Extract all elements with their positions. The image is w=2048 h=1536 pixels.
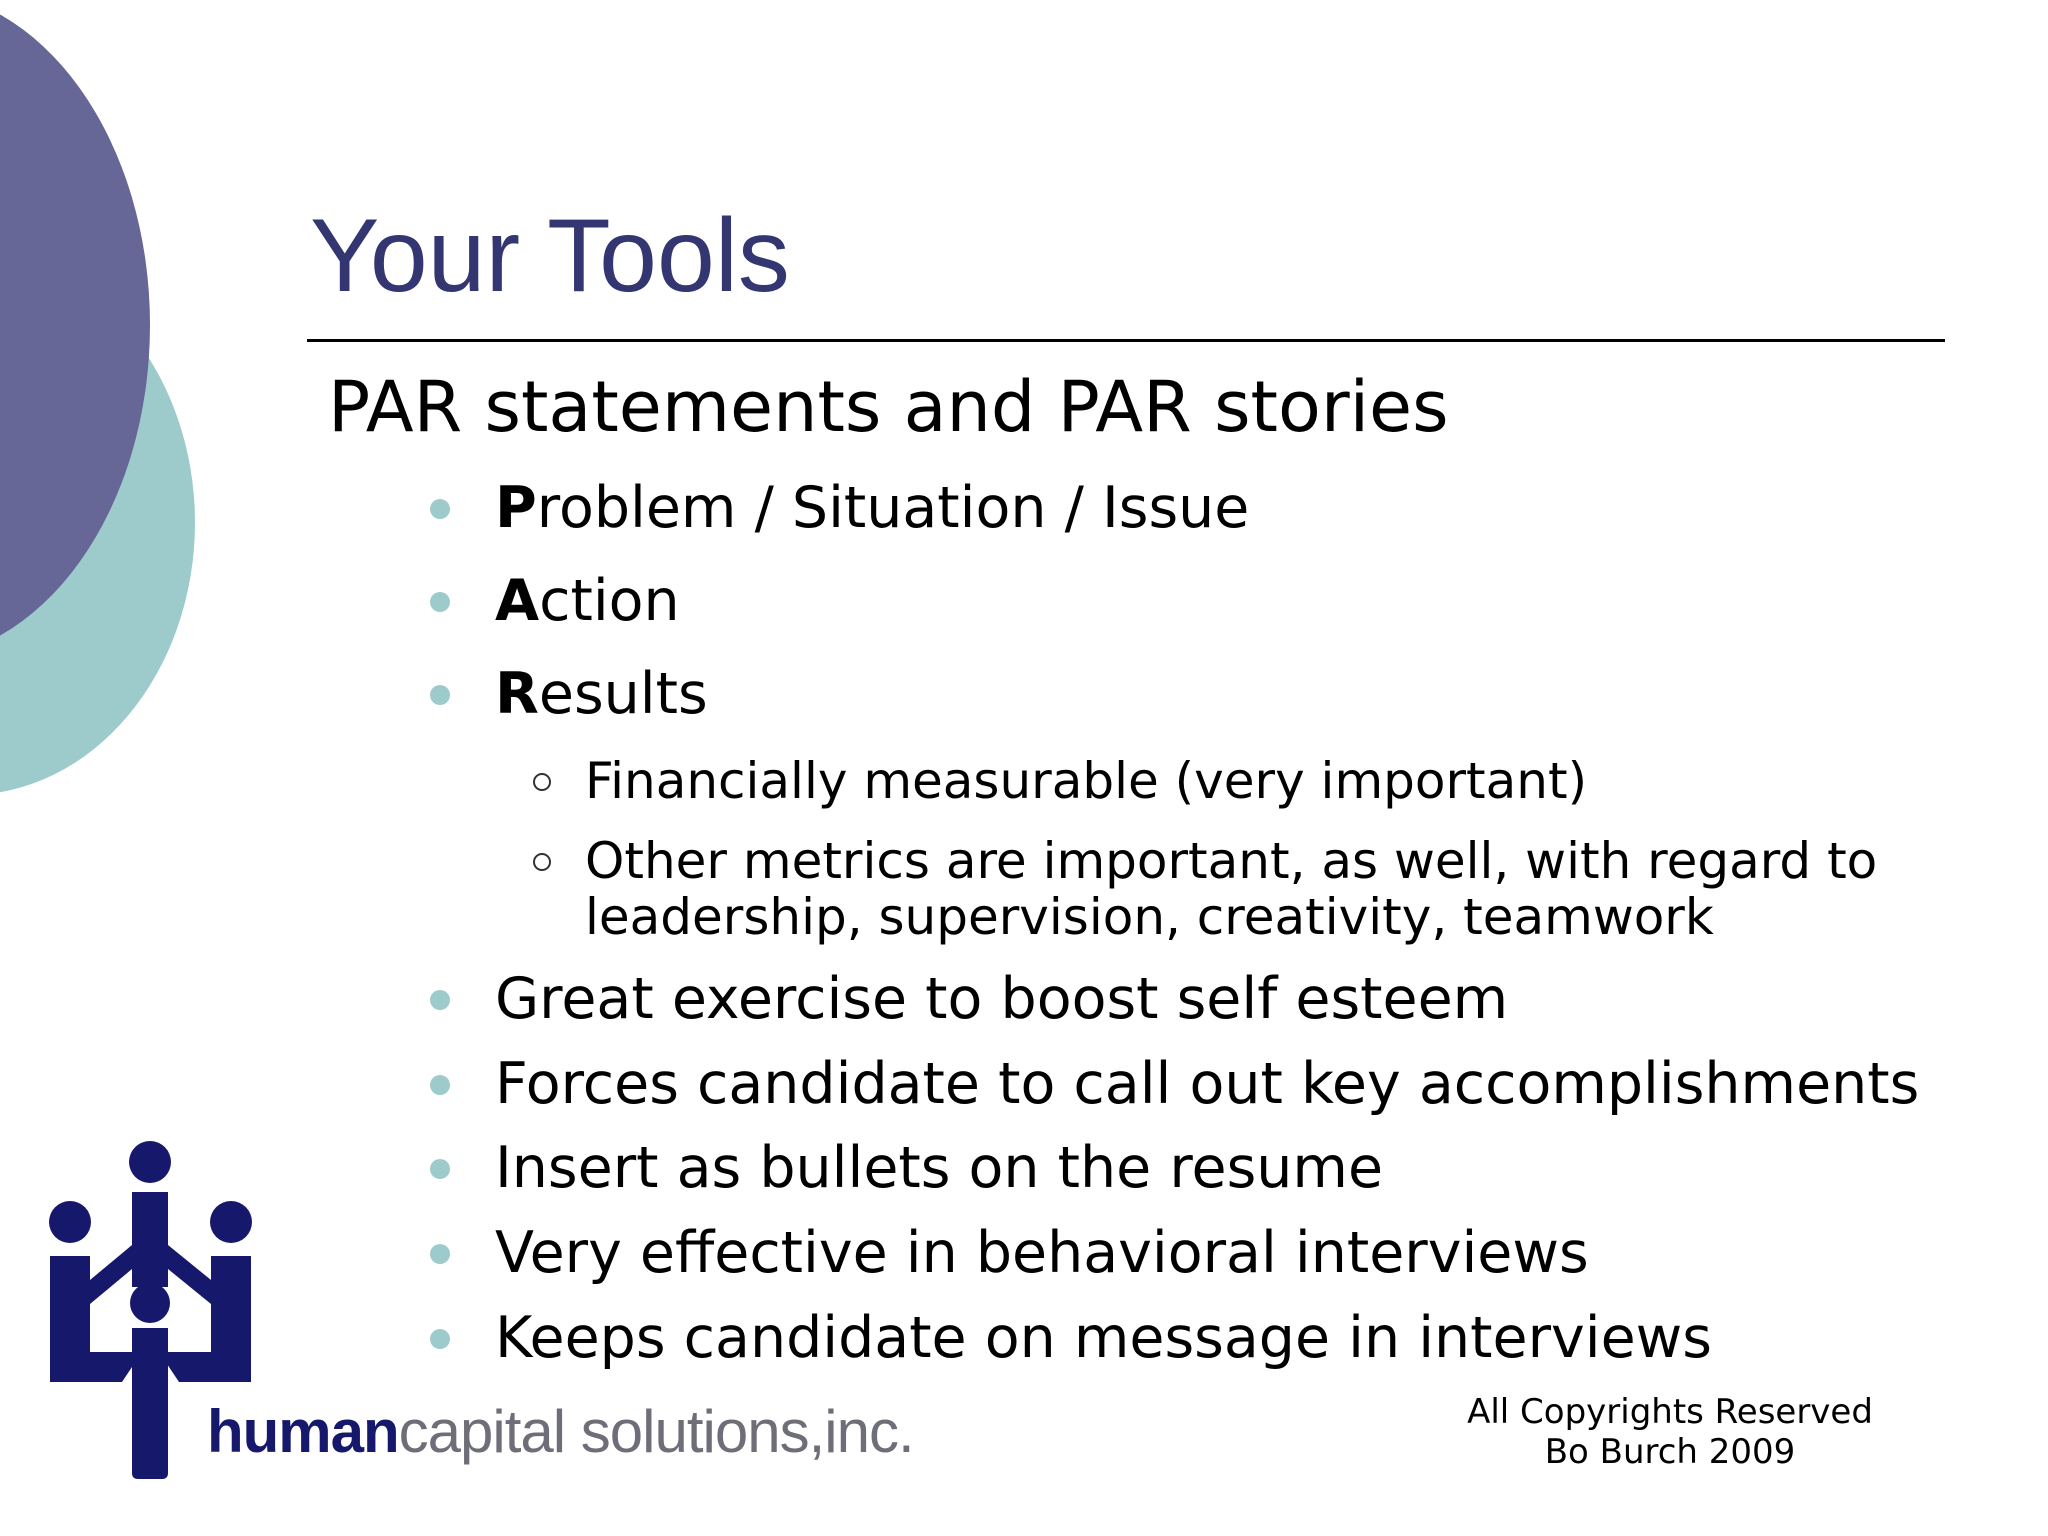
sub-bullet-text: Other metrics are important, as well, with regard to leadership, supervision, creativity, teamwork [585,832,1878,946]
author-line: Bo Burch 2009 [1544,1432,1796,1472]
bullet-dot-icon [430,1075,450,1095]
title-divider [307,339,1945,342]
bullet-text: esults [538,661,708,727]
slide-title: Your Tools [310,198,790,314]
bullet-text: Keeps candidate on message in interviews [495,1305,1712,1371]
company-name-bold: human [207,1398,399,1465]
bullet-dot-icon [430,592,450,612]
hollow-bullet-icon [533,773,551,791]
bullet-lead-letter: R [495,661,539,727]
bullet-dot-icon [430,990,450,1010]
bullet-text: Very effective in behavioral interviews [495,1220,1589,1286]
bullet-dot-icon [430,1159,450,1179]
slide-subtitle: PAR statements and PAR stories [328,366,1449,448]
bullet-text: Great exercise to boost self esteem [495,966,1509,1032]
bullet-text: Forces candidate to call out key accomplishments [495,1051,1920,1117]
bullet-dot-icon [430,685,450,705]
copyright-notice [1420,1392,1920,1472]
copyright-line: All Copyrights Reserved [1467,1392,1873,1432]
bullet-dot-icon [430,499,450,519]
bullet-lead-letter: A [495,568,540,634]
hollow-bullet-icon [533,853,551,871]
company-name-rest: capital solutions,inc. [398,1398,914,1465]
company-name [207,1397,914,1467]
bullet-dot-icon [430,1244,450,1264]
bullet-dot-icon [430,1329,450,1349]
bullet-text: roblem / Situation / Issue [536,475,1250,541]
bullet-text: Insert as bullets on the resume [495,1135,1384,1201]
bullet-text: ction [539,568,680,634]
sub-bullet-text: Financially measurable (very important) [585,752,1588,810]
bullet-lead-letter: P [495,475,537,541]
